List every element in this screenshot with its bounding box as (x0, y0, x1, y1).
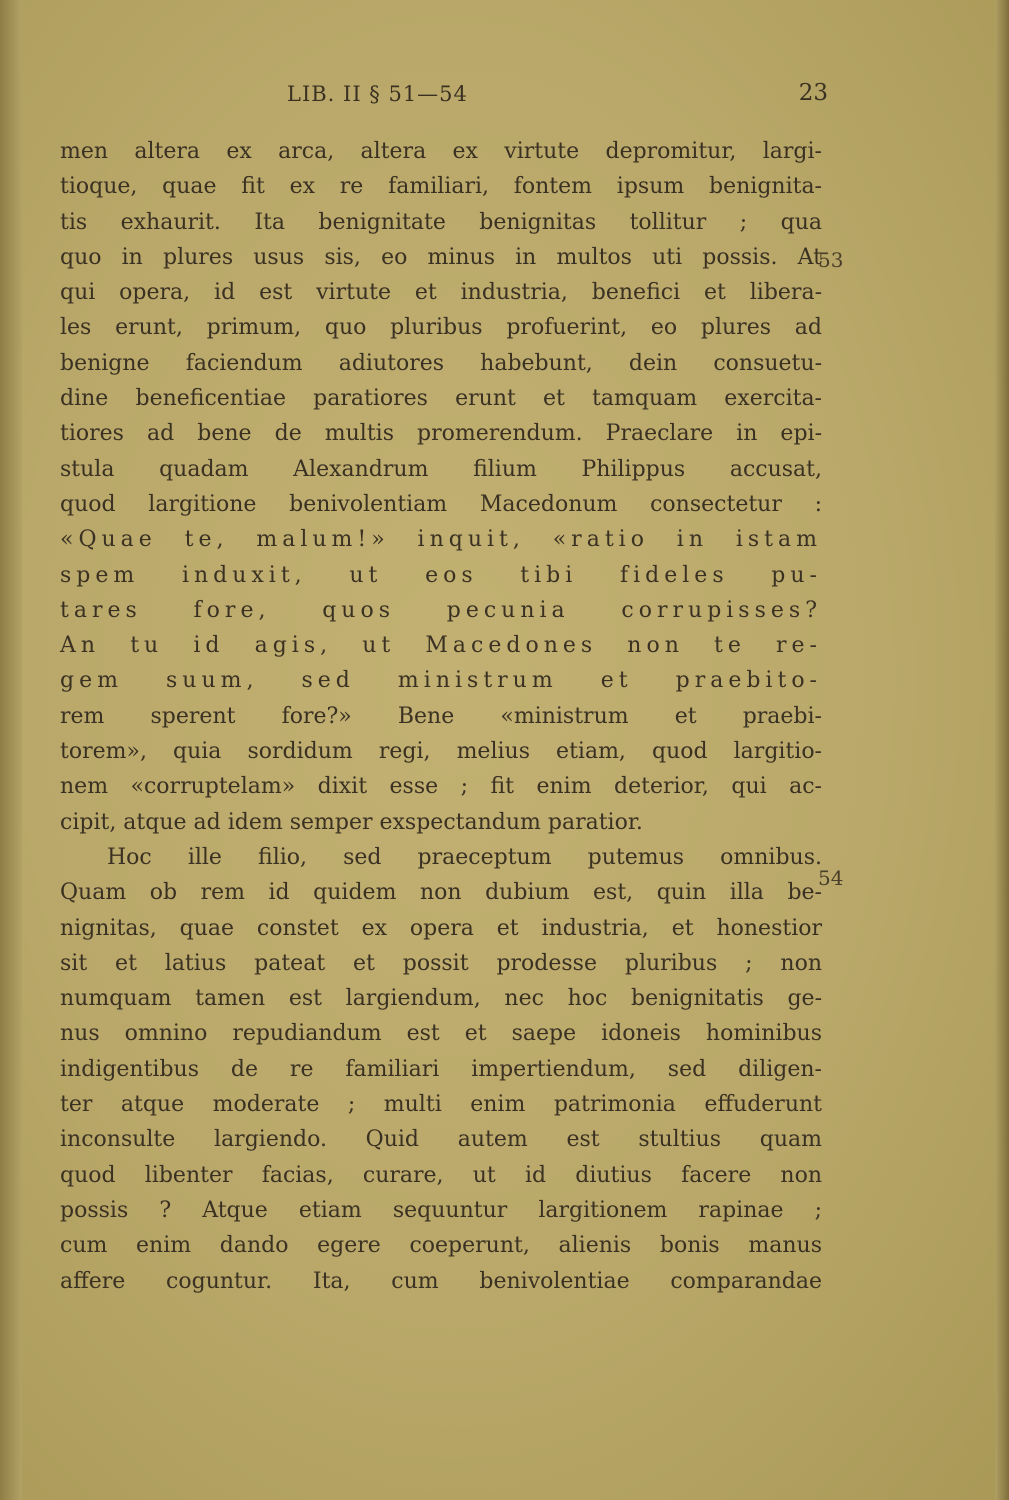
text-line: Quam ob rem id quidem non dubium est, quin illa be- (60, 880, 822, 906)
text-line: quo in plures usus sis, eo minus in multos uti possis. At (60, 244, 822, 270)
text-line: tiores ad bene de multis promerendum. Praeclare in epi- (60, 421, 822, 447)
text-line: Hoc ille filio, sed praeceptum putemus omnibus. (107, 844, 822, 870)
text-line: tis exhaurit. Ita benignitate benignitas tollitur ; qua (60, 209, 822, 235)
text-line: sit et latius pateat et possit prodesse pluribus ; non (60, 950, 822, 976)
page-right-edge (995, 0, 1009, 1500)
margin-section-number: 54 (818, 866, 844, 890)
text-line: cum enim dando egere coeperunt, alienis bonis manus (60, 1233, 822, 1259)
page-left-edge (0, 0, 22, 1500)
text-line: «Quae te, malum!» inquit, «ratio in istam (60, 527, 822, 553)
text-line: quod largitione benivolentiam Macedonum consectetur : (60, 491, 822, 517)
text-line: dine beneficentiae paratiores erunt et tamquam exercita- (60, 386, 822, 412)
page-number: 23 (798, 80, 828, 106)
text-line: tioque, quae fit ex re familiari, fontem ipsum benignita- (60, 174, 822, 200)
text-line: les erunt, primum, quo pluribus profuerint, eo plures ad (60, 315, 822, 341)
text-line: spem induxit, ut eos tibi fideles pu- (60, 562, 822, 588)
text-line: nus omnino repudiandum est et saepe idoneis hominibus (60, 1021, 822, 1047)
text-line: rem sperent fore?» Bene «ministrum et praebi- (60, 703, 822, 729)
text-line: nignitas, quae constet ex opera et industria, et honestior (60, 915, 822, 941)
text-line: affere coguntur. Ita, cum benivolentiae comparandae (60, 1268, 822, 1294)
text-line: benigne faciendum adiutores habebunt, dein consuetu- (60, 350, 822, 376)
body-text (60, 134, 822, 1299)
text-line: qui opera, id est virtute et industria, benefici et libera- (60, 280, 822, 306)
text-line: torem», quia sordidum regi, melius etiam, quod largitio- (60, 739, 822, 765)
text-line: men altera ex arca, altera ex virtute depromitur, largi- (60, 139, 822, 164)
text-line: An tu id agis, ut Macedones non te re- (60, 633, 822, 659)
text-line: stula quadam Alexandrum filium Philippus accusat, (60, 456, 822, 482)
text-line: indigentibus de re familiari impertiendum, sed diligen- (60, 1056, 822, 1082)
text-line: cipit, atque ad idem semper exspectandum paratior. (60, 809, 643, 835)
text-line: ter atque moderate ; multi enim patrimonia effuderunt (60, 1092, 822, 1118)
text-line: gem suum, sed ministrum et praebito- (60, 668, 822, 694)
running-head: LIB. II § 51—54 (287, 82, 468, 106)
text-line: quod libenter facias, curare, ut id diutius facere non (60, 1162, 822, 1188)
text-line: possis ? Atque etiam sequuntur largitionem rapinae ; (60, 1197, 822, 1223)
text-line: numquam tamen est largiendum, nec hoc benignitatis ge- (60, 986, 822, 1012)
text-line: nem «corruptelam» dixit esse ; fit enim deterior, qui ac- (60, 774, 822, 800)
page-header (60, 80, 830, 114)
text-line: tares fore, quos pecunia corrupisses? (60, 597, 822, 623)
margin-section-number: 53 (818, 248, 844, 272)
text-line: inconsulte largiendo. Quid autem est stultius quam (60, 1127, 822, 1153)
